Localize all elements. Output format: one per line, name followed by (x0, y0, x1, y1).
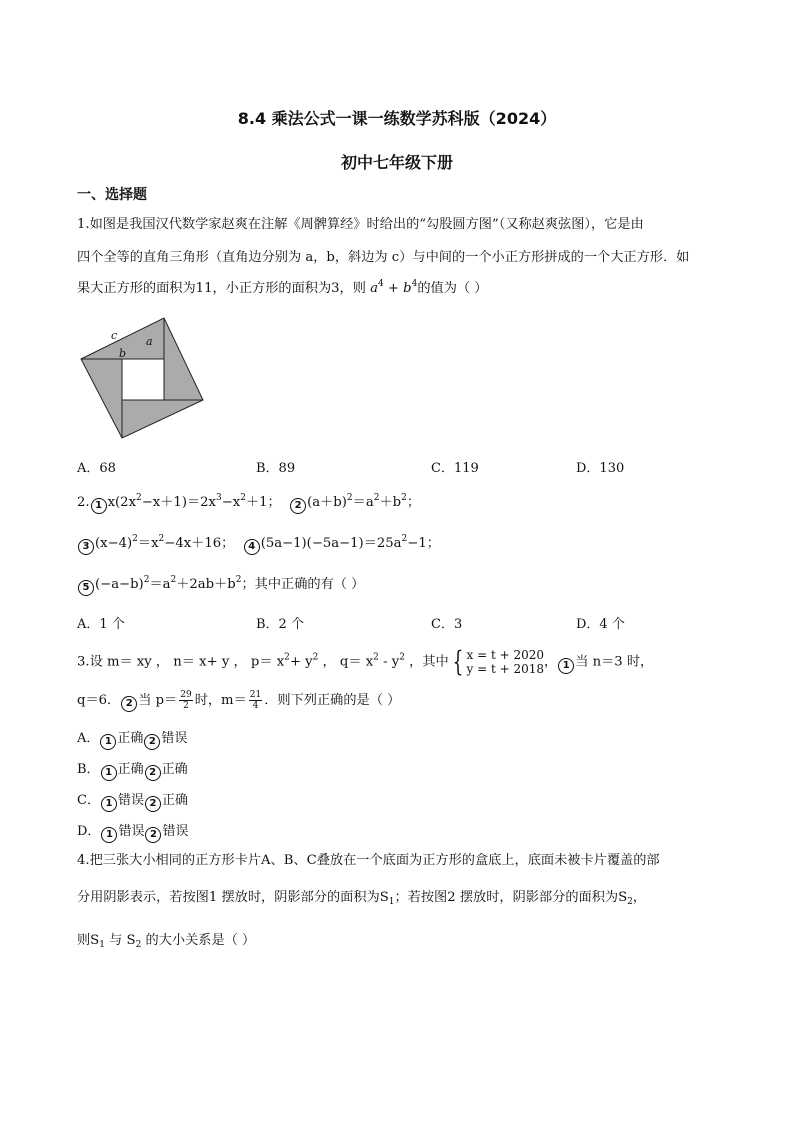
q1-expression: $a^4 + b^4$ (370, 279, 418, 296)
q2-number: 2. (77, 495, 90, 510)
q4-line-2-c: ， (632, 890, 647, 905)
q2-option-c[interactable]: C．3 (431, 617, 463, 632)
label-c: c (111, 329, 118, 342)
equation-system (467, 648, 545, 676)
q4-line-2: 分用阴影表示，若按图1 摆放时，阴影部分的面积为$S_1$；若按图2 摆放时，阴影部分的面积为$S_2$， (77, 890, 647, 907)
system-eq-2: y = t + 2018 (466, 662, 545, 676)
q2-option-b[interactable]: B．2 个 (256, 617, 304, 632)
q3-line-2 (77, 690, 400, 712)
document-subtitle: 初中七年级下册 (340, 153, 453, 172)
section-heading: 一、选择题 (77, 187, 147, 203)
q2-item-4-marker: 4 (244, 539, 260, 555)
q2-option-a[interactable]: A．1 个 (77, 617, 125, 632)
q2-line-2: 3 $(x-4)^2=x^2-4x+16$； 4 $(5a-1)(-5a-1)=25a^2-1$； (77, 535, 440, 555)
q3-line-1: 3.设 m＝ xy ， n＝ x+ y ， $p= x^2+ y^2$ ， $q= x^2 - y^2$ ，其中 { x = t + 2020 y = t + 2018 ， 1 当 n＝3 时， (77, 645, 654, 678)
fraction-29-2: $\frac{29}{2}$ (180, 690, 192, 711)
q4-line-3-b: 与 S (104, 933, 136, 948)
q4-line-3: 则$S_1$ 与 $S_2$ 的大小关系是（ ） (77, 933, 256, 950)
q4-line-2-b: ；若按图2 摆放时，阴影部分的面积为S (394, 890, 628, 905)
q2-item-2-marker: 2 (290, 498, 306, 514)
q2-line-3: 5 $(-a-b)^2=a^2+2ab+b^2$；其中正确的有（ ） (77, 576, 364, 596)
q3-line-2-c: ．则下列正确的是（ ） (264, 693, 401, 708)
q2-tail: ；其中正确的有（ ） (241, 577, 365, 592)
q4-line-3-c: 的大小关系是（ ） (141, 933, 256, 948)
q1-line-1: 1.如图是我国汉代数学家赵爽在注解《周髀算经》时给出的“勾股圆方图”（又称赵爽弦图），它是由 (77, 217, 644, 232)
document-title: 8.4 乘法公式一课一练数学苏科版（2024） (237, 109, 557, 128)
label-b: b (119, 347, 127, 360)
system-brace: { (452, 645, 463, 678)
q3-line-2-when: 当 p＝ (138, 693, 178, 708)
q3-claim-1-marker: 1 (558, 658, 574, 674)
q1-line-3 (77, 280, 488, 298)
q3-option-b[interactable]: B． 1 正确 2 正确 (77, 758, 188, 781)
q1-option-c[interactable]: C．119 (431, 461, 479, 476)
q2-item-1-marker: 1 (91, 498, 107, 514)
q2-item-3-marker: 3 (78, 539, 94, 555)
q1-option-d[interactable]: D．130 (576, 461, 625, 476)
q4-line-1: 4.把三张大小相同的正方形卡片A、B、C叠放在一个底面为正方形的盒底上，底面未被卡片覆盖的部 (77, 853, 660, 868)
fraction-21-4: $\frac{21}{4}$ (249, 690, 262, 711)
q1-line-2: 四个全等的直角三角形（直角边分别为 a，b，斜边为 c）与中间的一个小正方形拼成的一个大正方形．如 (77, 250, 690, 265)
q4-line-2-a: 分用阴影表示，若按图1 摆放时，阴影部分的面积为S (77, 890, 389, 905)
q1-line-3-pre: 果大正方形的面积为11，小正方形的面积为3，则 (77, 281, 371, 296)
label-a: a (146, 335, 153, 348)
q4-line-3-a: 则S (77, 933, 100, 948)
system-eq-1: x = t + 2020 (466, 648, 545, 662)
q3-option-d[interactable]: D． 1 错误 2 错误 (77, 820, 188, 843)
q3-option-a[interactable]: A． 1 正确 2 错误 (77, 727, 187, 750)
q1-option-a[interactable]: A．68 (77, 461, 116, 476)
q3-line-2-b: 时，m＝ (194, 693, 247, 708)
q3-claim-2-marker: 2 (121, 696, 137, 712)
zhao-shuang-string-diagram (77, 315, 207, 444)
q2-item-5-marker: 5 (78, 580, 94, 596)
q1-line-3-post: 的值为（ ） (417, 281, 488, 296)
q2-line-1: 2. 1 $x(2x^2-x+1)=2x^3-x^2+1$； 2 $(a+b)^2=a^2+b^2$； (77, 494, 420, 514)
q3-option-c[interactable]: C． 1 错误 2 正确 (77, 789, 188, 812)
q2-option-d[interactable]: D．4 个 (576, 617, 625, 632)
q3-line-2-a: q＝6． (77, 693, 121, 708)
q1-option-b[interactable]: B．89 (256, 461, 296, 476)
